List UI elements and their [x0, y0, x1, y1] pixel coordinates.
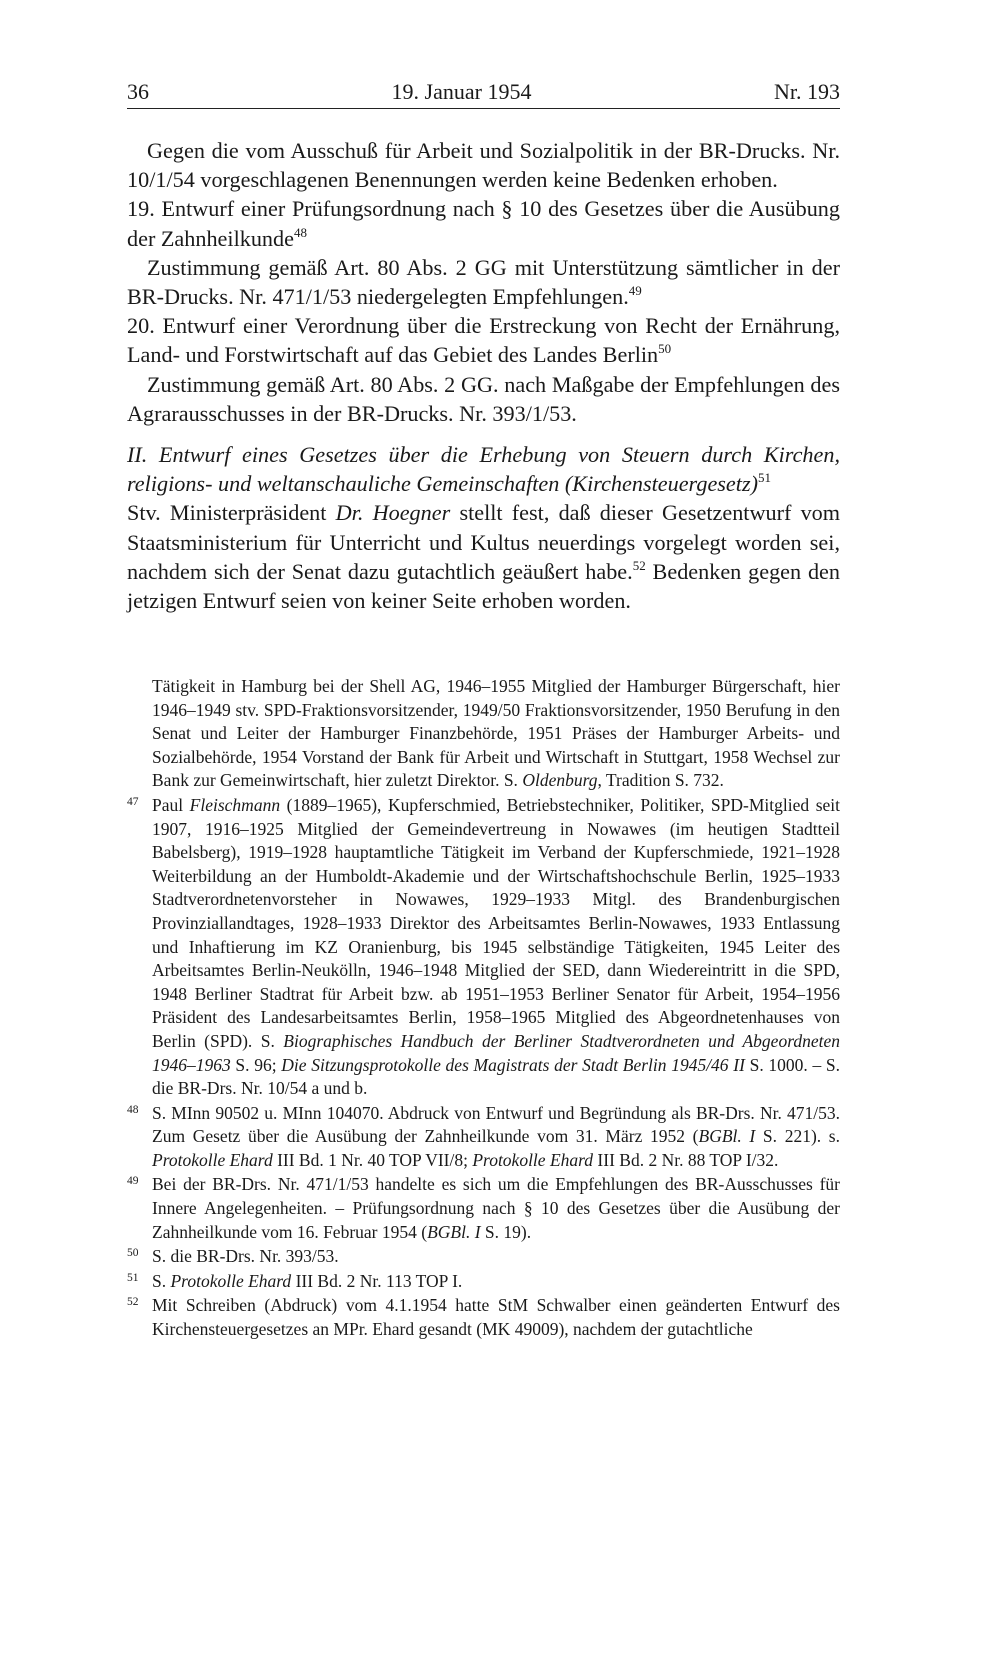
agenda-item-20-result: Zustimmung gemäß Art. 80 Abs. 2 GG. nach Maßgabe der Empfehlungen des Agrarausschusses in der BR-Drucks. Nr. 393/1/53.	[127, 371, 840, 426]
footnote-number: 47	[127, 795, 139, 808]
section-II-body-text: stellt fest, daß dieser Gesetzentwurf vom Staatsministerium für Unterricht und Kultus neuerdings vorgelegt worden sei, nachdem sich der Senat dazu gutachtlich geäußert habe.	[127, 500, 841, 584]
footnote-text: S. 19).	[480, 1221, 532, 1242]
footnote-text: S. MInn 90502 u. MInn 104070. Abdruck von Entwurf und Begründung als BR-Drs. Nr. 471/53. Zum Gesetz über die Ausübung der Zahnheilkunde vom 31. März 1952 (	[152, 1102, 840, 1147]
page	[127, 78, 840, 615]
section-II-body-text: Bedenken gegen den jetzigen Entwurf seien von keiner Seite erhoben worden.	[127, 558, 840, 614]
footnote-text: , Tradition S. 732.	[597, 770, 724, 791]
footnote-number: 49	[127, 1175, 139, 1188]
footnote-ref-51[interactable]: 51	[757, 470, 771, 486]
footnote-text: S. 1000. – S. die BR-Drs. Nr. 10/54 a und b.	[152, 1054, 840, 1099]
footnote-ref-52[interactable]: 52	[632, 557, 646, 573]
footnotes	[127, 675, 840, 1342]
footnote-text: III Bd. 2 Nr. 88 TOP I/32.	[593, 1149, 779, 1170]
footnote-italic: Protokolle Ehard	[472, 1149, 594, 1170]
agenda-item-20-text: 20. Entwurf einer Verordnung über die Erstreckung von Recht der Ernährung, Land- und Forstwirtschaft auf das Gebiet des Landes Berlin	[127, 313, 840, 368]
footnote-text: S. die BR-Drs. Nr. 393/53.	[152, 1246, 339, 1267]
person-name-hoegner: Dr. Hoegner	[335, 500, 451, 526]
agenda-item-19-result	[127, 253, 840, 311]
main-text	[127, 136, 840, 615]
footnote-48	[127, 1102, 840, 1173]
footnote-text: Mit Schreiben (Abdruck) vom 4.1.1954 hatte StM Schwalber einen geänderten Entwurf des Kirchensteuergesetzes an MPr. Ehard gesandt (MK 49009), nachdem der gutachtliche	[152, 1295, 840, 1340]
footnote-52	[127, 1294, 840, 1341]
agenda-item-20	[127, 311, 840, 369]
footnote-number: 51	[127, 1271, 139, 1284]
footnote-italic: Die Sitzungsprotokolle des Magistrats der Stadt Berlin 1945/46 II	[281, 1054, 745, 1075]
footnote-49	[127, 1173, 840, 1244]
header-issue: Nr. 193	[773, 79, 840, 104]
section-heading-II	[127, 440, 840, 498]
footnote-50	[127, 1245, 840, 1269]
footnote-text: III Bd. 1 Nr. 40 TOP VII/8;	[272, 1149, 473, 1170]
footnote-ref-49[interactable]: 49	[628, 283, 642, 299]
footnote-text: Tätigkeit in Hamburg bei der Shell AG, 1946–1955 Mitglied der Hamburger Bürgerschaft, hier 1946–1949 stv. SPD-Fraktionsvorsitzender, 1949/50 Fraktionsvorsitzender, 1950 Berufung in den Senat und Leiter der Hamburger Finanzbehörde, 1951 Präses der Hamburger Arbeits- und Sozialbehörde, 1954 Vorstand der Bank für Arbeit und Wirtschaft in Stuttgart, 1958 Wechsel zur Bank zur Gemeinwirtschaft, hier zuletzt Direktor. S.	[152, 676, 840, 791]
footnote-italic: BGBl. I	[698, 1126, 756, 1147]
footnote-text: Paul	[152, 794, 190, 815]
footnote-italic: Fleischmann	[189, 794, 281, 815]
footnote-text: S.	[152, 1270, 171, 1291]
footnote-number: 52	[127, 1296, 139, 1309]
footnote-text: S. 221). s.	[755, 1126, 840, 1147]
footnote-text: (1889–1965), Kupferschmied, Betriebstechniker, Politiker, SPD-Mitglied seit 1907, 1916–1925 Mitglied der Gemeindevertreung in Nowawes (im heutigen Stadtteil Babelsberg), 1919–1928 hauptamtliche Tätigkeit im Verband der Kupferschmiede, 1921–1928 Weiterbildung an der Humboldt-Akademie und der Wirtschaftshochschule Berlin, 1925–1933 Stadtverordnetenvorsteher in Nowawes, 1929–1933 Mitgl. des Brandenburgischen Provinziallandtages, 1928–1933 Direktor des Arbeitsamtes Berlin-Nowawes, 1933 Entlassung und Inhaftierung im KZ Oranienburg, bis 1945 selbständige Tätigkeiten, 1945 Leiter des Arbeitsamtes Berlin-Neukölln, 1946–1948 Mitglied der SED, dann Wiedereintritt in die SPD, 1948 Berliner Stadtrat für Arbeit bzw. ab 1951–1953 Berliner Senator für Arbeit, 1954–1956 Präsident des Landesarbeitsamtes Berlin, 1958–1965 Mitglied des Abgeordnetenhauses von Berlin (SPD). S.	[152, 794, 840, 1051]
section-heading-II-text: II. Entwurf eines Gesetzes über die Erhebung von Steuern durch Kirchen, religions- und weltanschauliche Gemeinschaften (Kirchensteuergesetz)	[127, 442, 840, 497]
running-head	[127, 78, 840, 109]
agenda-item-19-text: 19. Entwurf einer Prüfungsordnung nach § 10 des Gesetzes über die Ausübung der Zahnheilkunde	[127, 196, 840, 251]
paragraph-benennungen: Gegen die vom Ausschuß für Arbeit und Sozialpolitik in der BR-Drucks. Nr. 10/1/54 vorgeschlagenen Benennungen werden keine Bedenken erhoben.	[127, 138, 840, 193]
footnote-continued	[127, 675, 840, 793]
footnote-number: 50	[127, 1247, 139, 1260]
footnote-ref-48[interactable]: 48	[293, 224, 307, 240]
footnote-ref-50[interactable]: 50	[658, 341, 672, 357]
footnote-italic: Biographisches Handbuch der Berliner Stadtverordneten und Abgeordneten 1946–1963	[152, 1030, 841, 1075]
footnote-text: III Bd. 2 Nr. 113 TOP I.	[291, 1270, 463, 1291]
agenda-item-19	[127, 194, 840, 252]
footnote-51	[127, 1270, 840, 1294]
agenda-item-19-result-text: Zustimmung gemäß Art. 80 Abs. 2 GG mit Unterstützung sämtlicher in der BR-Drucks. Nr. 471/1/53 niedergelegten Empfehlungen.	[127, 254, 840, 310]
footnote-italic: BGBl. I	[427, 1221, 481, 1242]
footnote-text: Bei der BR-Drs. Nr. 471/1/53 handelte es sich um die Empfehlungen des BR-Ausschusses für Innere Angelegenheiten. – Prüfungsordnung nach § 10 des Gesetzes über die Ausübung der Zahnheilkunde vom 16. Februar 1954 (	[152, 1174, 840, 1242]
footnote-number: 48	[127, 1103, 139, 1116]
footnote-text: S. 96;	[230, 1054, 282, 1075]
footnote-47	[127, 794, 840, 1101]
footnote-italic: Protokolle Ehard	[170, 1270, 292, 1291]
footnote-italic: Protokolle Ehard	[152, 1149, 273, 1170]
section-II-body	[127, 498, 840, 615]
header-date: 19. Januar 1954	[391, 79, 532, 104]
page-number: 36	[127, 79, 149, 104]
section-II-body-text: Stv. Ministerpräsident	[127, 500, 336, 526]
footnote-italic: Oldenburg	[522, 770, 598, 791]
